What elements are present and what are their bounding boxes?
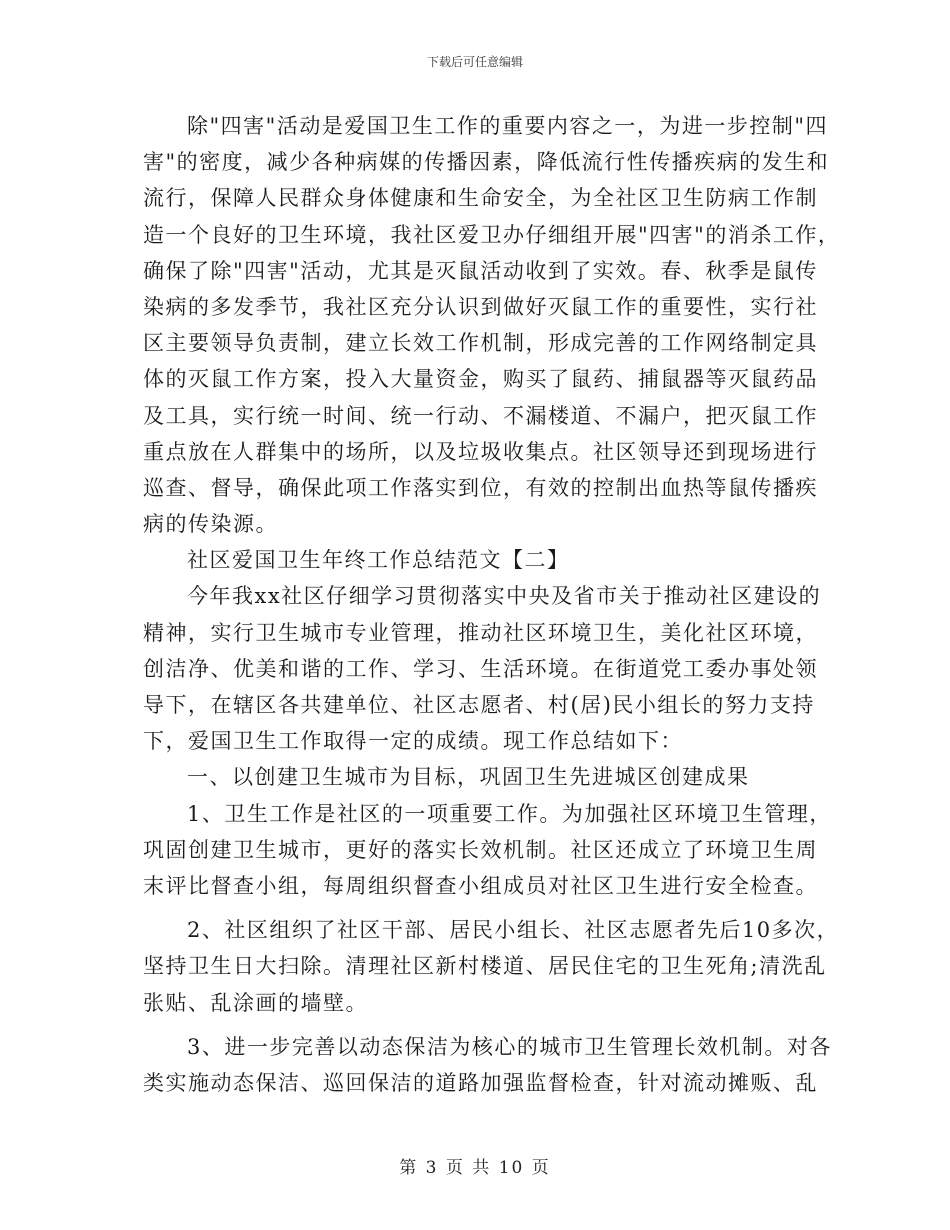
text-line: 染病的多发季节，我社区充分认识到做好灭鼠工作的重要性，实行社 <box>143 294 818 319</box>
text-line: 害"的密度，减少各种病媒的传播因素，降低流行性传播疾病的发生和 <box>143 150 830 175</box>
text-line: 造一个良好的卫生环境，我社区爱卫办仔细组开展"四害"的消杀工作， <box>143 222 841 247</box>
text-line: 流行，保障人民群众身体健康和生命安全，为全社区卫生防病工作制 <box>143 186 818 211</box>
paragraph <box>143 578 822 759</box>
text-line: 重点放在人群集中的场所，以及垃圾收集点。社区领导还到现场进行 <box>143 439 818 464</box>
text-line: 下，爱国卫生工作取得一定的成绩。现工作总结如下： <box>143 729 683 754</box>
text-line: 及工具，实行统一时间、统一行动、不漏楼道、不漏户，把灭鼠工作 <box>143 403 818 428</box>
text-line: 体的灭鼠工作方案，投入大量资金，购买了鼠药、捕鼠器等灭鼠药品 <box>143 367 818 392</box>
text-line: 张贴、乱涂画的墙壁。 <box>143 990 368 1015</box>
text-line: 病的传染源。 <box>143 512 278 537</box>
paragraph <box>143 912 840 1021</box>
text-line: 今年我xx社区仔细学习贯彻落实中央及省市关于推动社区建设的 <box>187 584 822 609</box>
text-line: 2、社区组织了社区干部、居民小组长、社区志愿者先后10多次， <box>187 918 840 943</box>
text-line: 一、以创建卫生城市为目标，巩固卫生先进城区创建成果 <box>187 765 750 790</box>
paragraph <box>143 796 832 905</box>
paragraph <box>143 759 813 795</box>
text-line: 除"四害"活动是爱国卫生工作的重要内容之一，为进一步控制"四 <box>187 114 828 138</box>
text-line: 末评比督查小组，每周组织督查小组成员对社区卫生进行安全检查。 <box>143 873 818 898</box>
text-line: 1、卫生工作是社区的一项重要工作。为加强社区环境卫生管理， <box>187 801 832 826</box>
text-line: 确保了除"四害"活动，尤其是灭鼠活动收到了实效。春、秋季是鼠传 <box>143 258 818 283</box>
paragraph <box>143 542 813 578</box>
text-line: 巡查、督导，确保此项工作落实到位，有效的控制出血热等鼠传播疾 <box>143 475 818 500</box>
document-body <box>143 108 841 1101</box>
text-line: 3、进一步完善以动态保洁为核心的城市卫生管理长效机制。对各 <box>187 1034 832 1059</box>
text-line: 创洁净、优美和谐的工作、学习、生活环境。在街道党工委办事处领 <box>143 656 818 681</box>
text-line: 精神，实行卫生城市专业管理，推动社区环境卫生，美化社区环境， <box>143 620 818 645</box>
paragraph <box>143 1029 832 1101</box>
text-line: 导下，在辖区各共建单位、社区志愿者、村(居)民小组长的努力支持 <box>143 693 815 717</box>
text-line: 巩固创建卫生城市，更好的落实长效机制。社区还成立了环境卫生周 <box>143 837 818 862</box>
page-header: 下载后可任意编辑 <box>426 55 523 69</box>
page-footer: 第 3 页 共 10 页 <box>399 1158 551 1178</box>
text-line: 坚持卫生日大扫除。清理社区新村楼道、居民住宅的卫生死角;清洗乱 <box>143 954 827 979</box>
text-line: 区主要领导负责制，建立长效工作机制，形成完善的工作网络制定具 <box>143 331 818 356</box>
paragraph <box>143 108 841 542</box>
text-line: 社区爱国卫生年终工作总结范文【二】 <box>187 548 570 573</box>
text-line: 类实施动态保洁、巡回保洁的道路加强监督检查，针对流动摊贩、乱 <box>143 1070 818 1095</box>
